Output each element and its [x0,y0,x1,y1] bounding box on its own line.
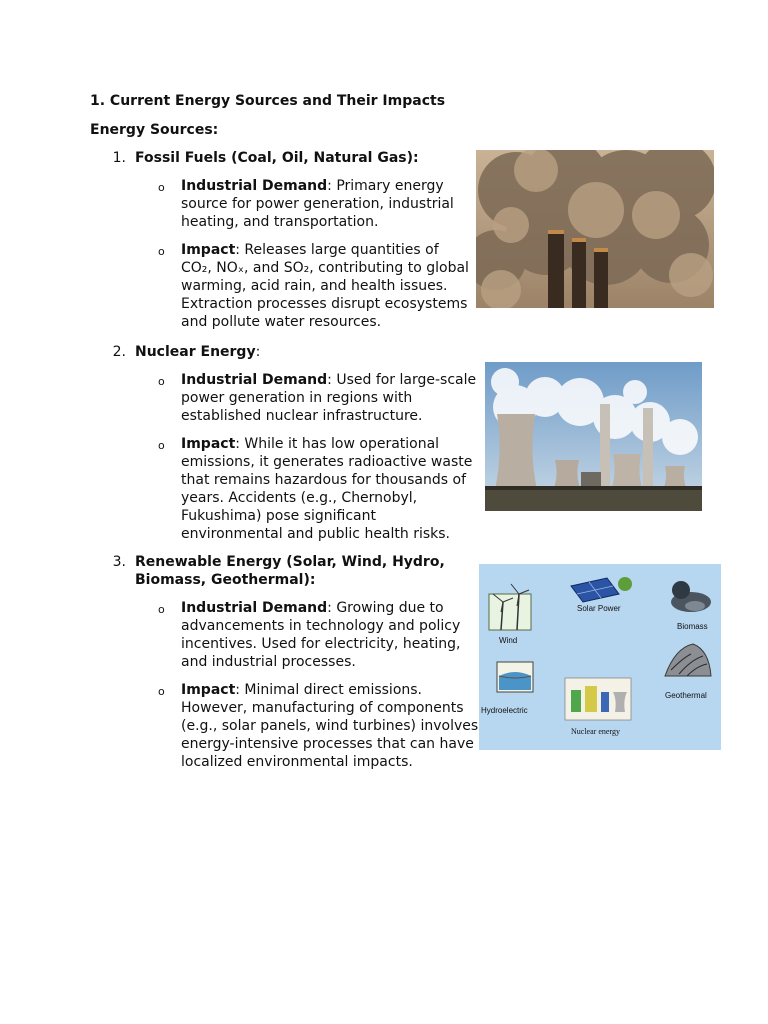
smoke-illustration [476,150,714,308]
renewable-title-line1: Renewable Energy (Solar, Wind, Hydro, [135,554,445,570]
nuclear-impact-paragraph [181,435,473,543]
biomass-label: Biomass [677,622,708,631]
nuclear-title-text: Nuclear Energy [135,344,256,360]
renewable-impact-paragraph [181,681,481,771]
point-text: : Releases large quantities of CO₂, NOₓ, and SO₂, contributing to global warming, acid rain, and health issues. Extraction processes disrupt ecosystems and pollute water resources. [181,242,469,330]
renewable-title-line2: Biomass, Geothermal): [135,572,316,588]
point-label: Industrial Demand [181,178,328,194]
fossil-impact-paragraph [181,241,471,331]
hydroelectric-label: Hydroelectric [481,706,528,715]
biomass-icon [671,581,711,612]
solar-panel-icon [571,577,632,602]
point-label: Industrial Demand [181,600,328,616]
nuclear-energy-title [135,343,260,361]
renewable-energy-diagram [479,564,721,750]
renewable-demand-paragraph [181,599,466,671]
point-text: : Minimal direct emissions. However, manufacturing of components (e.g., solar panels, wind turbines) involves energy-intensive processes that can have localized environmental impacts. [181,682,479,770]
bullet-marker: o [158,603,165,616]
section-heading: 1. Current Energy Sources and Their Impacts [90,93,446,109]
nuclear-energy-label: Nuclear energy [571,727,620,736]
point-label: Impact [181,682,236,698]
nuclear-plant-icon [565,678,631,720]
geothermal-label: Geothermal [665,691,707,700]
fossil-demand-paragraph [181,177,466,231]
list-number: 2. [112,344,126,360]
renewables-icons [479,564,721,750]
bullet-marker: o [158,685,165,698]
geothermal-icon [665,644,711,676]
point-label: Impact [181,436,236,452]
point-text: : Primary energy source for power generation, industrial heating, and transportation. [181,178,454,230]
list-number: 1. [112,150,126,166]
energy-sources-subheading: Energy Sources: [90,122,219,138]
title-colon: : [255,344,261,360]
bullet-marker: o [158,439,165,452]
hydroelectric-dam-icon [497,662,533,692]
point-text: : Used for large-scale power generation in regions with established nuclear infrastructure. [181,372,477,424]
point-label: Industrial Demand [181,372,328,388]
bullet-marker: o [158,245,165,258]
solar-power-label: Solar Power [577,604,621,613]
nuclear-demand-paragraph [181,371,481,425]
wind-turbine-icon [489,584,531,630]
bullet-marker: o [158,375,165,388]
cooling-towers-illustration [485,362,702,511]
bullet-marker: o [158,181,165,194]
point-text: : While it has low operational emissions, it generates radioactive waste that remains hazardous for thousands of years. Accidents (e.g., Chernobyl, Fukushima) pose significant environmental and public health risks. [181,436,473,542]
fossil-fuels-title: Fossil Fuels (Coal, Oil, Natural Gas): [135,150,419,166]
point-text: : Growing due to advancements in technology and policy incentives. Used for electricity, heating, and industrial processes. [181,600,461,670]
nuclear-power-plant-image [485,362,702,511]
fossil-fuel-smokestacks-image [476,150,714,308]
list-number: 3. [112,554,126,570]
point-label: Impact [181,242,236,258]
wind-label: Wind [499,636,518,645]
